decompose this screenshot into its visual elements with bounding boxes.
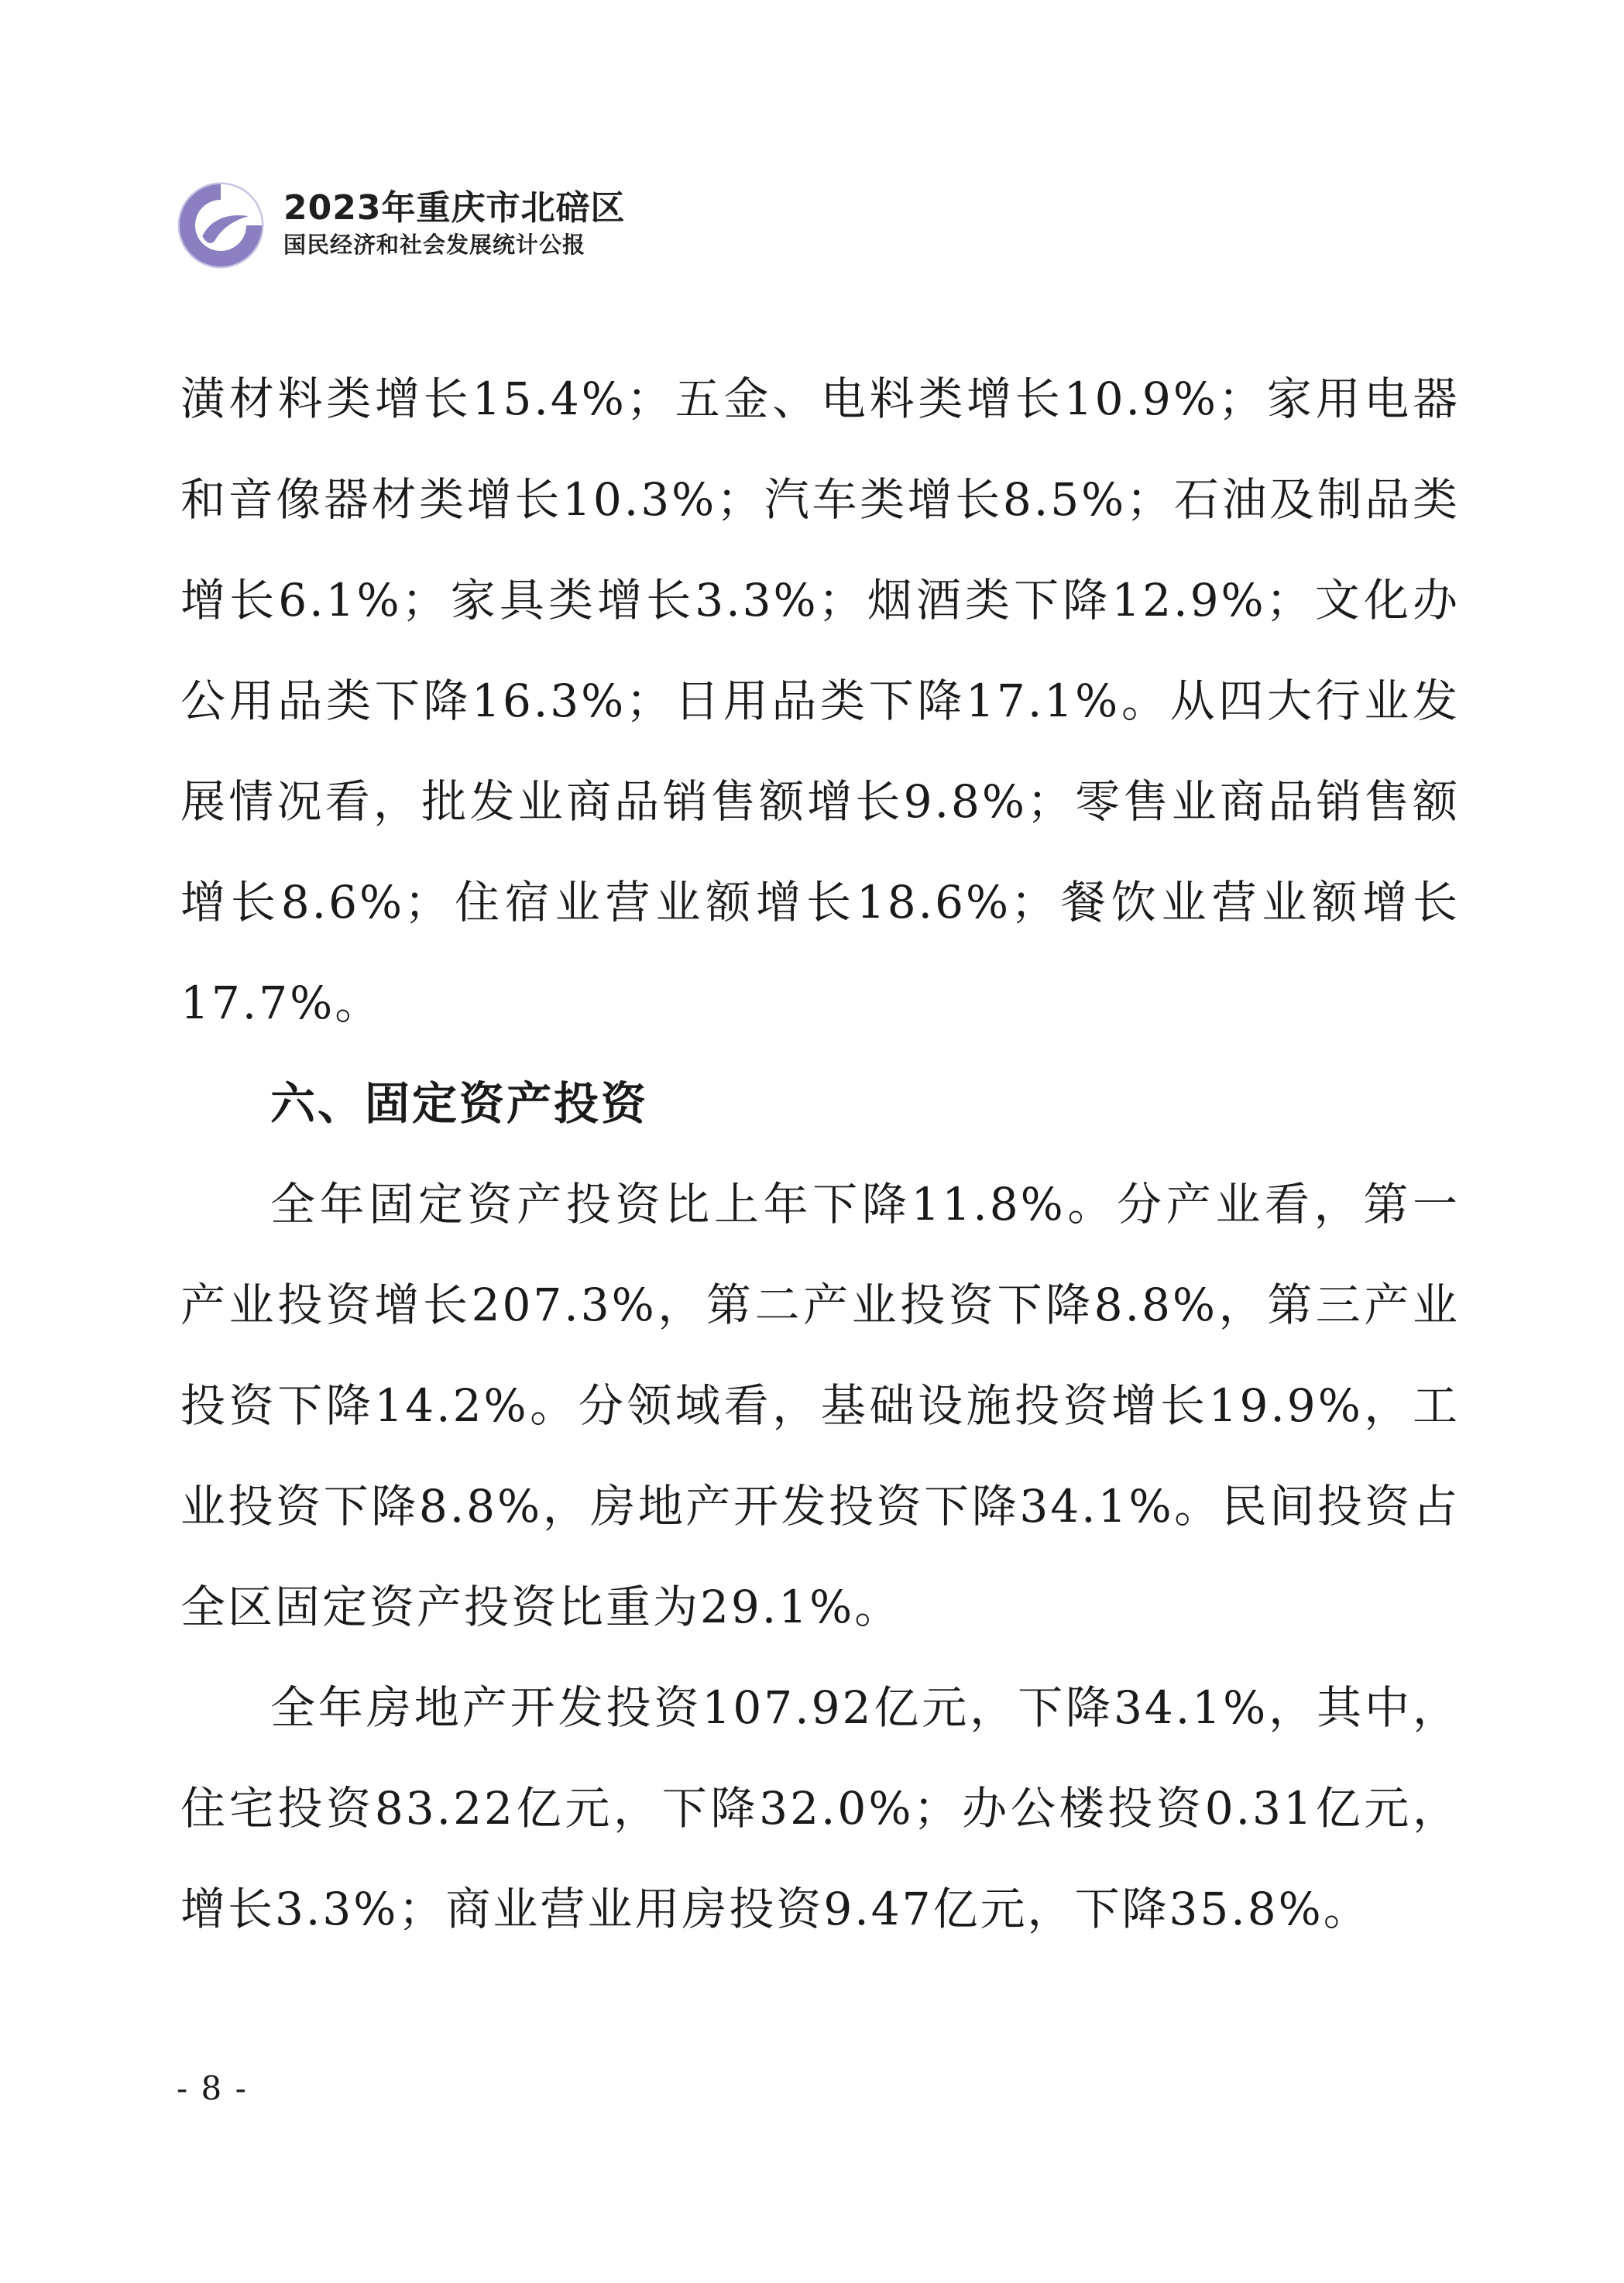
document-body [180,348,1460,1959]
paragraph-fixed-asset-investment: 全年固定资产投资比上年下降11.8%。分产业看，第一产业投资增长207.3%，第二产业投资下降8.8%，第三产业投资下降14.2%。分领域看，基础设施投资增长19.9%，工业投资下降8.8%，房地产开发投资下降34.1%。民间投资占全区固定资产投资比重为29.1%。 [180,1178,1460,1633]
stats-bureau-logo-icon [175,180,266,271]
report-subtitle: 国民经济和社会发展统计公报 [283,232,586,258]
section-heading-fixed-asset-investment: 六、固定资产投资 [270,1077,649,1130]
page-number: - 8 - [177,2069,248,2107]
report-title: 2023年重庆市北碚区 [283,188,626,228]
paragraph-real-estate-investment: 全年房地产开发投资107.92亿元，下降34.1%，其中，住宅投资83.22亿元，下降32.0%；办公楼投资0.31亿元，增长3.3%；商业营业用房投资9.47亿元，下降35.8%。 [180,1681,1460,1935]
page-header [175,180,671,273]
paragraph-retail-sales: 潢材料类增长15.4%；五金、电料类增长10.9%；家用电器和音像器材类增长10.3%；汽车类增长8.5%；石油及制品类增长6.1%；家具类增长3.3%；烟酒类下降12.9%；文化办公用品类下降16.3%；日用品类下降17.1%。从四大行业发展情况看，批发业商品销售额增长9.8%；零售业商品销售额增长8.6%；住宿业营业额增长18.6%；餐饮业营业额增长17.7%。 [180,372,1460,1029]
